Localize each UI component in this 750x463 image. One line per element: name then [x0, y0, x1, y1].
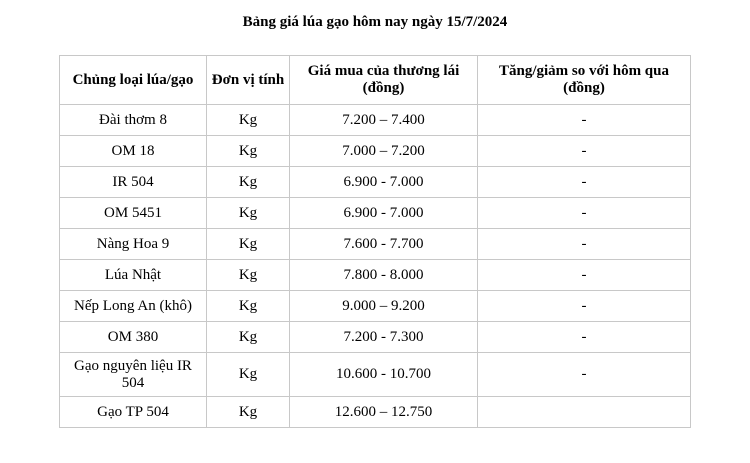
cell-change: - [478, 105, 691, 136]
table-row [60, 322, 691, 353]
cell-variety: Nàng Hoa 9 [60, 229, 207, 260]
cell-price: 12.600 – 12.750 [290, 397, 478, 428]
cell-price: 10.600 - 10.700 [290, 353, 478, 397]
table-row [60, 198, 691, 229]
cell-variety: IR 504 [60, 167, 207, 198]
cell-variety: OM 5451 [60, 198, 207, 229]
cell-change: - [478, 198, 691, 229]
table-row [60, 105, 691, 136]
cell-variety: Lúa Nhật [60, 260, 207, 291]
cell-variety: OM 380 [60, 322, 207, 353]
table-row [60, 291, 691, 322]
cell-unit: Kg [207, 322, 290, 353]
cell-price: 6.900 - 7.000 [290, 198, 478, 229]
cell-unit: Kg [207, 167, 290, 198]
cell-change [478, 397, 691, 428]
cell-change: - [478, 136, 691, 167]
cell-unit: Kg [207, 198, 290, 229]
cell-unit: Kg [207, 260, 290, 291]
price-table [59, 55, 691, 428]
cell-change: - [478, 260, 691, 291]
cell-price: 7.200 – 7.400 [290, 105, 478, 136]
cell-unit: Kg [207, 291, 290, 322]
cell-unit: Kg [207, 105, 290, 136]
table-row [60, 397, 691, 428]
cell-price: 9.000 – 9.200 [290, 291, 478, 322]
cell-unit: Kg [207, 229, 290, 260]
page-title: Bảng giá lúa gạo hôm nay ngày 15/7/2024 [242, 14, 508, 30]
cell-change: - [478, 353, 691, 397]
table-row [60, 136, 691, 167]
table-row [60, 260, 691, 291]
cell-variety: Đài thơm 8 [60, 105, 207, 136]
table-row [60, 167, 691, 198]
cell-price: 7.200 - 7.300 [290, 322, 478, 353]
cell-change: - [478, 167, 691, 198]
cell-variety: Gạo TP 504 [60, 397, 207, 428]
cell-change: - [478, 322, 691, 353]
header-variety: Chủng loại lúa/gạo [60, 56, 207, 105]
cell-unit: Kg [207, 136, 290, 167]
table-row [60, 353, 691, 397]
table-row [60, 229, 691, 260]
cell-price: 6.900 - 7.000 [290, 167, 478, 198]
table-header-row [60, 56, 691, 105]
cell-variety: OM 18 [60, 136, 207, 167]
header-change: Tăng/giảm so với hôm qua (đồng) [478, 56, 691, 105]
cell-change: - [478, 291, 691, 322]
cell-price: 7.000 – 7.200 [290, 136, 478, 167]
header-unit: Đơn vị tính [207, 56, 290, 105]
cell-variety: Gạo nguyên liệu IR 504 [60, 353, 207, 397]
cell-unit: Kg [207, 353, 290, 397]
header-price: Giá mua của thương lái (đồng) [290, 56, 478, 105]
cell-price: 7.600 - 7.700 [290, 229, 478, 260]
cell-unit: Kg [207, 397, 290, 428]
cell-price: 7.800 - 8.000 [290, 260, 478, 291]
cell-change: - [478, 229, 691, 260]
cell-variety: Nếp Long An (khô) [60, 291, 207, 322]
